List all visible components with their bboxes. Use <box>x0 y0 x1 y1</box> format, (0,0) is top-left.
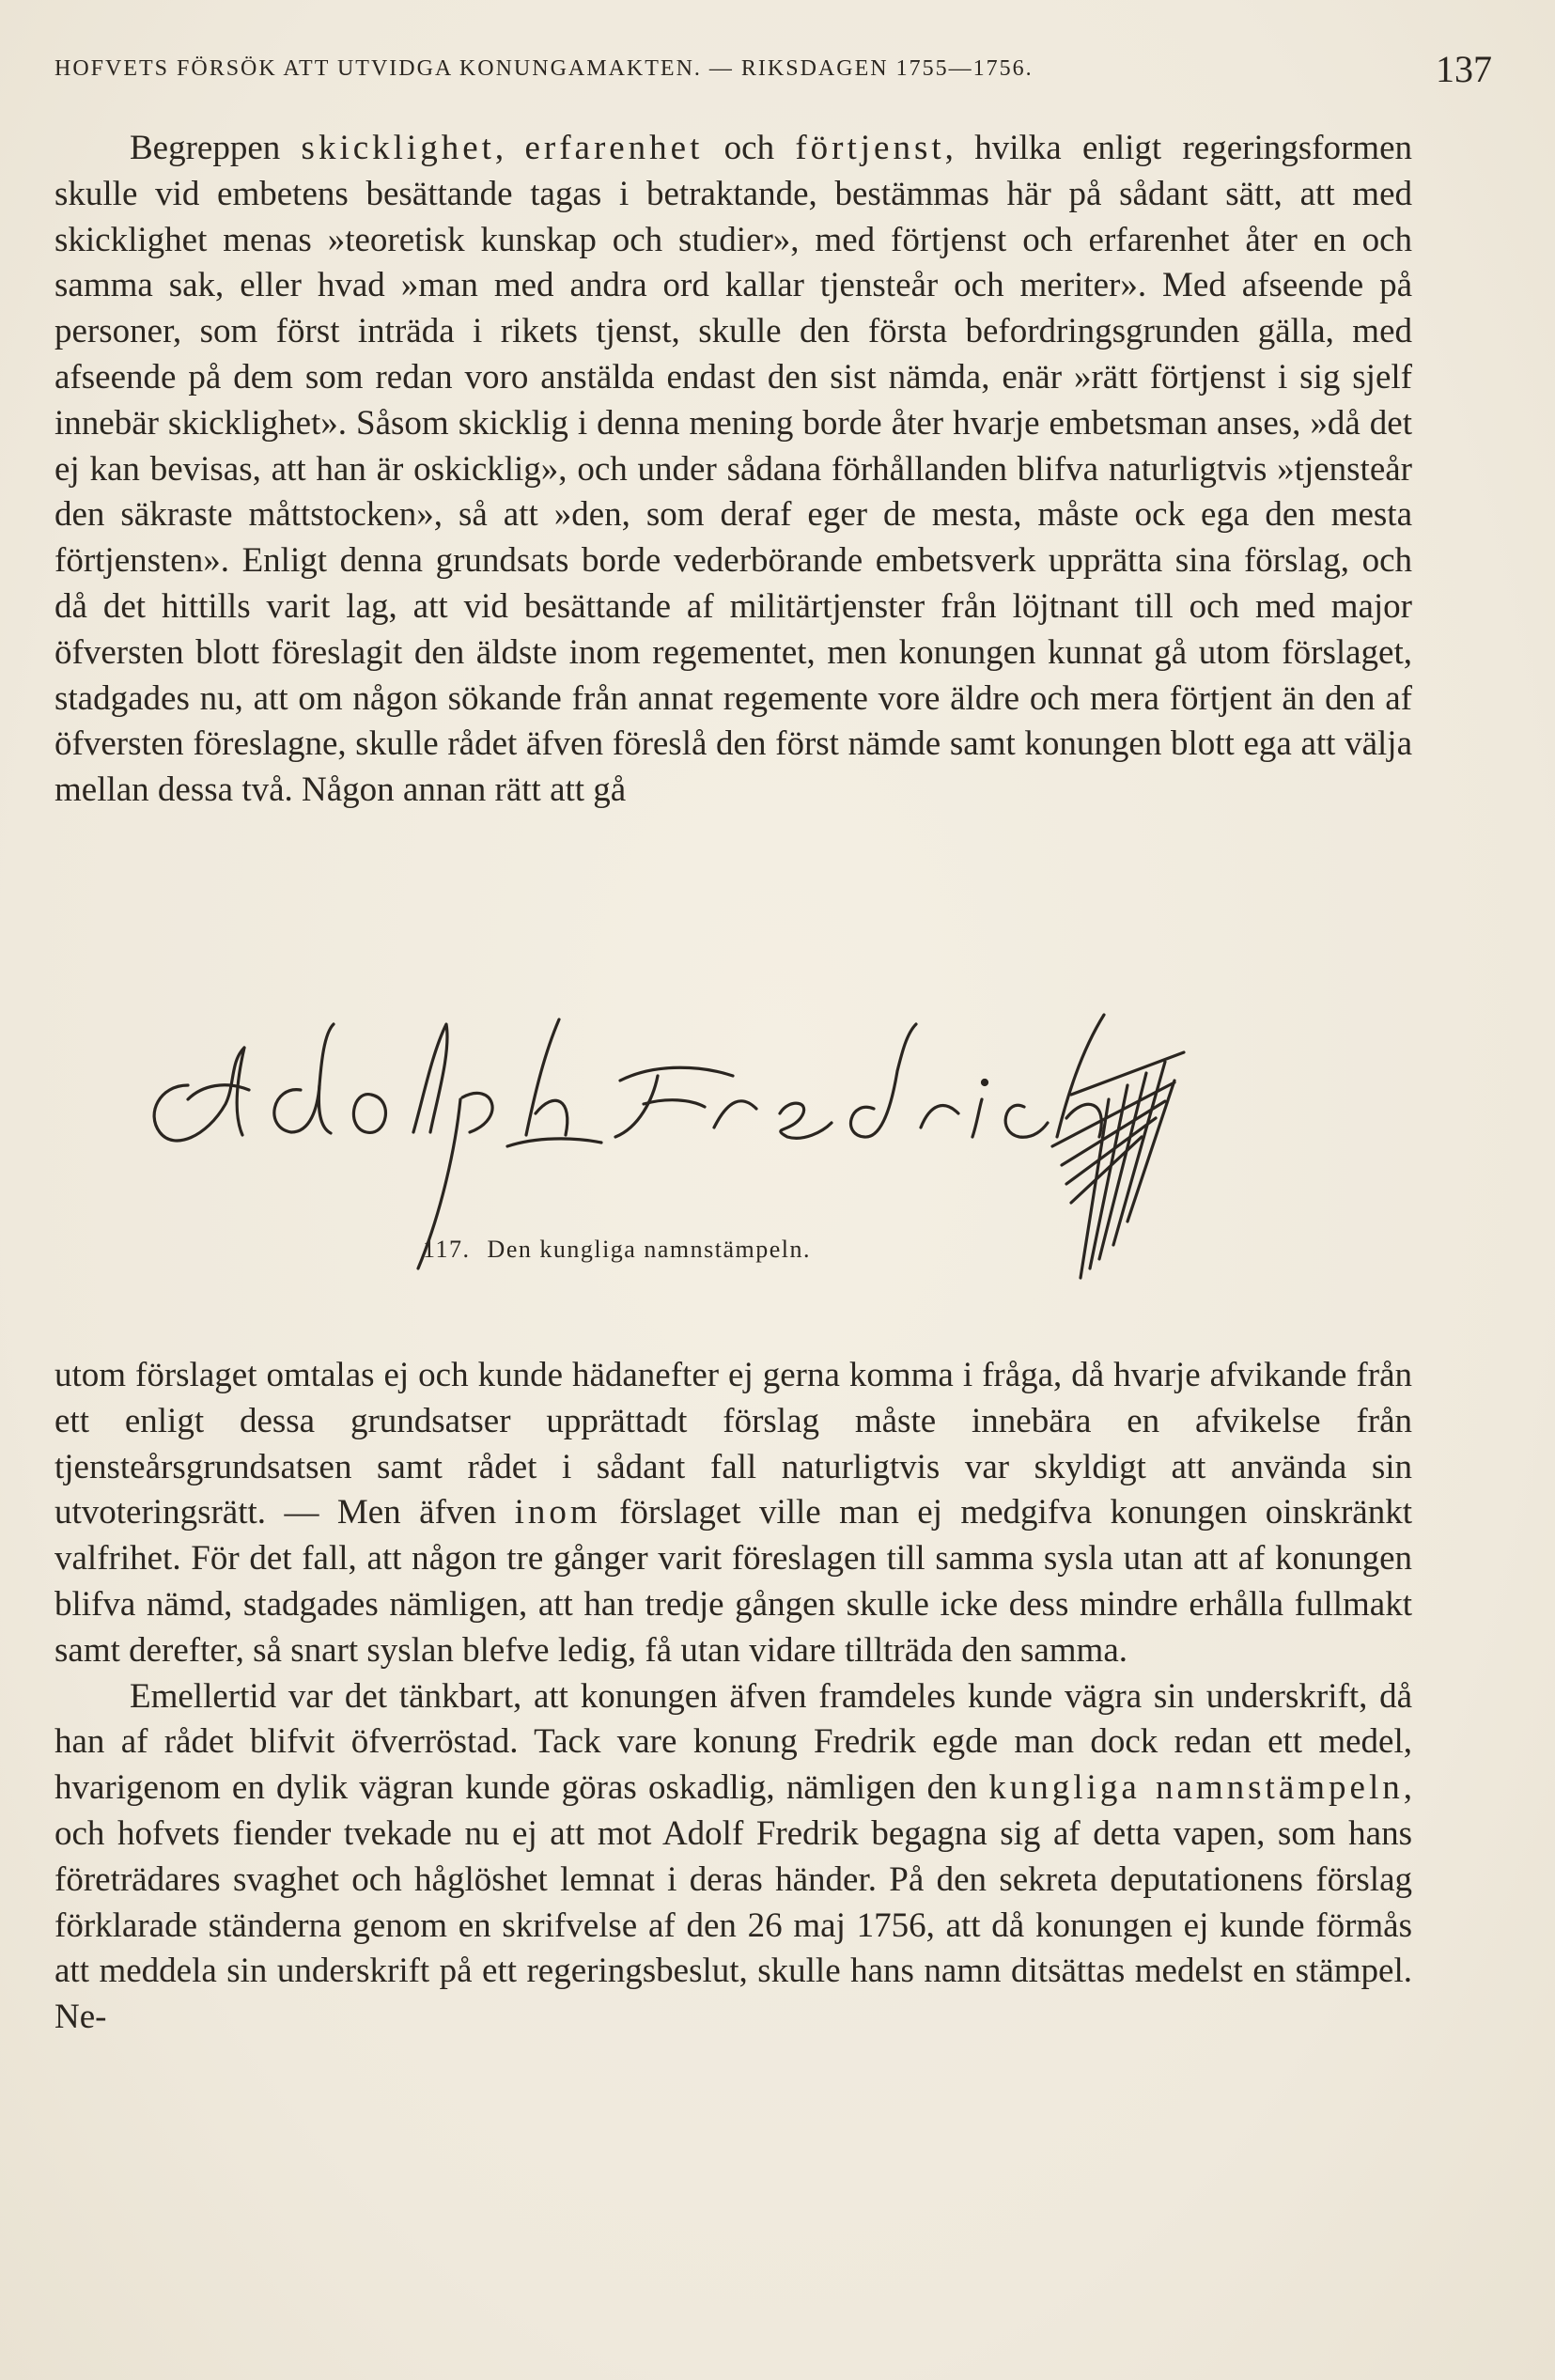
paragraph-1-text: , hvilka enligt regeringsformen skulle vid embetens besättande tagas i betraktande, bestämmas här på sådant sätt, att med skicklighet menas »teoretisk kunskap och studier», med förtjenst och erfarenhet åter en och samma sak, eller hvad »man med andra ord kallar tjensteår och meriter». Med afseende på personer, som först inträda i rikets tjenst, skulle den första befordringsgrunden gälla, med afseende på dem som redan voro anstälda endast den sist nämda, enär »rätt förtjenst i sig sjelf innebär skicklighet». Såsom skicklig i denna mening borde åter hvarje embetsman anses, »då det ej kan bevisas, att han är oskicklig», och under sådana förhållanden blifva naturligtvis »tjensteår den säkraste måttstocken», så att »den, som deraf eger de mesta, måste ock ega den mesta förtjensten». Enligt denna grundsats borde vederbörande embetsverk upprätta sina förslag, och då det hittills varit lag, att vid besättande af militärtjenster från löjtnant till och med major öfversten blott föreslagit den äldste inom regementet, men konungen kunnat gå utom förslaget, stadgades nu, att om någon sökande från annat regemente vore äldre och mera förtjent än den af öfversten föreslagne, skulle rådet äfven föreslå den först nämde samt konungen blott ega att välja mellan dessa två. Någon annan rätt att gå <box>54 129 1412 810</box>
emphasis-erfarenhet: erfarenhet <box>524 129 704 167</box>
text-block-bottom <box>54 1353 1412 2041</box>
emphasis-skicklighet: skicklighet <box>301 129 495 167</box>
figure-caption-text: Den kungliga namnstämpeln. <box>487 1236 811 1263</box>
paragraph-3-text: Emellertid var det tänkbart, att konungen äfven framdeles kunde vägra sin underskrift, då han af rådet blifvit öfverröstad. Tack vare konung Fredrik egde man dock redan ett medel, hvarigenom en dylik vägran kunde göras oskadlig, nämligen den <box>54 1676 1412 1808</box>
paragraph-2-text: förslaget ville man ej medgifva konungen oinskränkt valfrihet. För det fall, att någon tre gånger varit föreslagen till samma sysla utan att af konungen blifva nämd, stadgades nämligen, att han tredje gången skulle icke dess mindre erhålla fullmakt samt derefter, så snart syslan blefve ledig, få utan vidare tillträda den samma. <box>54 1493 1412 1670</box>
paragraph-1-text: , <box>494 129 525 167</box>
emphasis-kungliga-namnstampeln: kungliga namnstämpeln <box>988 1768 1404 1808</box>
royal-signature-stamp <box>132 996 1315 1325</box>
paragraph-2-text: utom förslaget omtalas ej och kunde hädanefter ej gerna komma i fråga, då hvarje afvikande från ett enligt dessa grundsatser upprättadt förslag måste innebära en afvikelse från tjensteårsgrundsatsen samt rådet i sådant fall naturligtvis var skyldigt att använda sin utvoteringsrätt. — Men äfven <box>54 1356 1412 1532</box>
running-title: HOFVETS FÖRSÖK ATT UTVIDGA KONUNGAMAKTEN. — RIKSDAGEN 1755—1756. <box>54 56 1034 81</box>
paragraph-2 <box>54 1353 1412 1674</box>
paragraph-3 <box>54 1674 1412 2041</box>
paragraph-1 <box>54 126 1412 814</box>
emphasis-inom: inom <box>514 1493 601 1532</box>
paragraph-1-text: och <box>703 129 796 167</box>
emphasis-fortjenst: förtjenst <box>795 129 945 167</box>
page-number: 137 <box>1436 48 1492 90</box>
signature-stamp-figure <box>132 996 1315 1325</box>
figure-caption <box>423 1236 811 1264</box>
running-header <box>54 47 1492 94</box>
text-block-top <box>54 126 1412 814</box>
figure-number: 117. <box>423 1236 471 1263</box>
paragraph-1-text: Begreppen <box>130 129 302 167</box>
paragraph-3-text: , och hofvets fiender tvekade nu ej att mot Adolf Fredrik begagna sig af detta vapen, som hans företrädares svaghet och håglöshet lemnat i deras händer. På den sekreta deputationens förslag förklarade ständerna genom en skrifvelse af den 26 maj 1756, att då konungen ej kunde förmås att meddela sin underskrift på ett regeringsbeslut, skulle hans namn ditsättas medelst en stämpel. Ne- <box>54 1768 1412 2037</box>
